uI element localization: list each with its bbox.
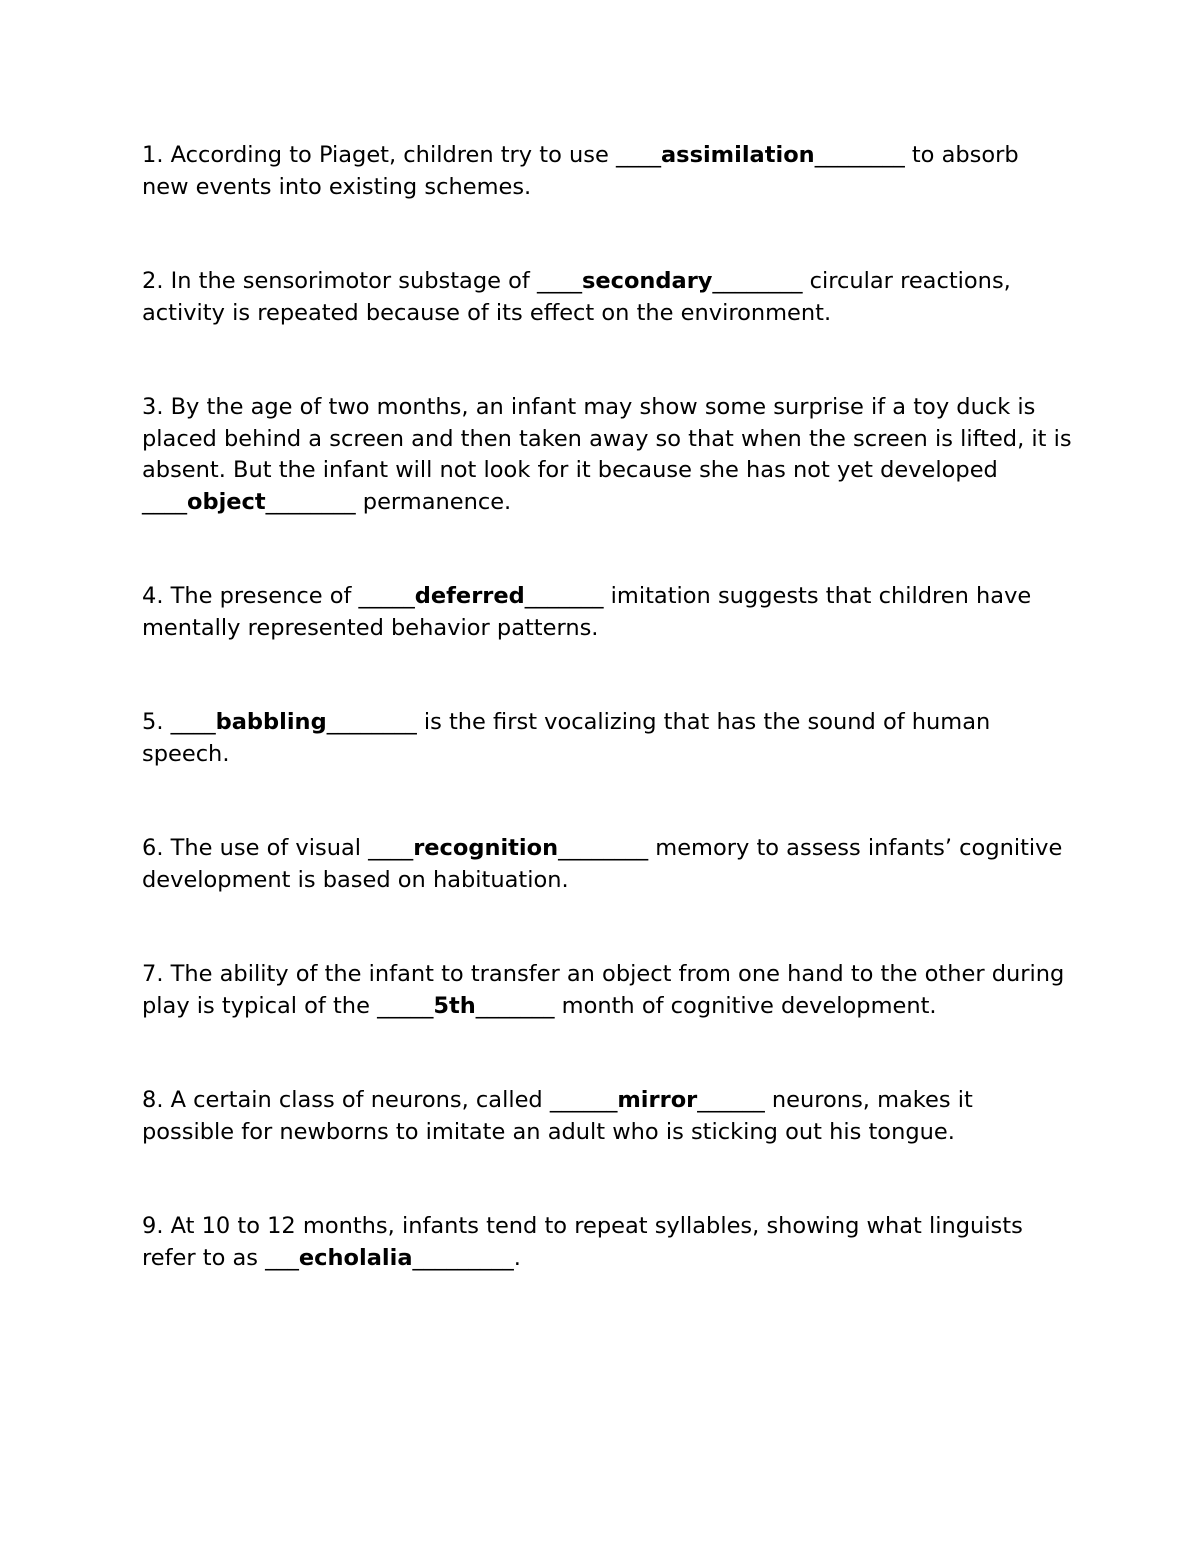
question-text-after: _________.: [412, 1244, 521, 1271]
question-text-before: 5. ____: [142, 709, 216, 735]
answer-text: deferred: [414, 583, 525, 609]
answer-text: secondary: [581, 268, 713, 294]
answer-text: 5th: [433, 992, 476, 1019]
question-text-before: 1. According to Piaget, children try to use ____: [142, 142, 661, 168]
question-text-after: _______ month of cognitive development.: [475, 992, 937, 1019]
question-7: [142, 959, 1072, 1022]
question-5: [142, 707, 1072, 770]
answer-text: babbling: [215, 709, 327, 735]
question-8: [142, 1085, 1072, 1148]
question-text-after: ______ neurons, makes it possible for newborns to imitate an adult who is sticking out his tongue.: [142, 1087, 973, 1145]
question-text-before: 4. The presence of _____: [142, 583, 415, 609]
question-text-before: 8. A certain class of neurons, called ______: [142, 1087, 618, 1113]
question-text-after: ________ permanence.: [265, 488, 512, 515]
question-text-after: ________ to absorb new events into existing schemes.: [142, 142, 1019, 200]
question-1: [142, 140, 1072, 203]
question-text-before: 3. By the age of two months, an infant may show some surprise if a toy duck is placed behind a screen and then taken away so that when the screen is lifted, it is absent. But the infant will not look for it because she has not yet developed ____: [142, 394, 1072, 515]
question-text-before: 6. The use of visual ____: [142, 835, 414, 861]
question-3: [142, 392, 1072, 518]
answer-text: echolalia: [298, 1244, 413, 1271]
question-2: [142, 266, 1072, 329]
question-text-after: _______ imitation suggests that children have mentally represented behavior patterns.: [142, 583, 1032, 641]
question-4: [142, 581, 1072, 644]
question-text-before: 7. The ability of the infant to transfer an object from one hand to the other during play is typical of the _____: [142, 961, 1065, 1019]
question-text-before: 2. In the sensorimotor substage of ____: [142, 268, 582, 294]
worksheet-page: [142, 140, 1072, 1337]
answer-text: recognition: [413, 835, 559, 861]
answer-text: assimilation: [661, 142, 815, 168]
question-6: [142, 833, 1072, 896]
question-text-before: 9. At 10 to 12 months, infants tend to repeat syllables, showing what linguists refer to as ___: [142, 1213, 1023, 1271]
answer-text: mirror: [617, 1087, 698, 1113]
answer-text: object: [187, 488, 266, 515]
question-9: [142, 1211, 1072, 1274]
question-text-after: ________ circular reactions, activity is repeated because of its effect on the environment.: [142, 268, 1011, 326]
question-text-after: ________ is the first vocalizing that has the sound of human speech.: [142, 709, 991, 767]
question-text-after: ________ memory to assess infants’ cognitive development is based on habituation.: [142, 835, 1063, 893]
